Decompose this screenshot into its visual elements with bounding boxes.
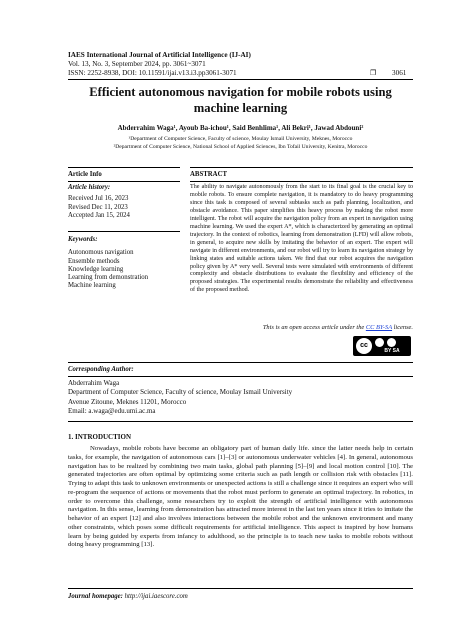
journal-name: IAES International Journal of Artificial Intelligence (IJ-AI) xyxy=(68,51,251,59)
introduction-paragraph: Nowadays, mobile robots have become an obligatory part of human daily life. since the latter needs help in certain tasks, for example, the navigation of autonomous cars [1]–[3] or autonomous underwater vehicles [4]. In general, autonomous navigation has to be realized by combining two main tasks, global path planning [5]–[9] and local motion control [10]. The generated trajectories are often optimal by optimizing some criteria such as path length or collision risk with obstacles [11]. Trying to adapt this task to unknown environments or unexpected actions is still a challenge since it requires an expert who will re-program the sequence of actions or movements that the robot must perform to generate an optimal trajectory. In robotics, in order to overcome this challenge, some researchers try to exploit the strength of artificial intelligence with autonomous navigation. In this sense, learning from demonstration has attracted more interest in the last ten years since it tries to imitate the behavior of an expert [12] and also involves interactions between the mobile robot and the unknown environment and many other constraints, which poses some difficult requirements for artificial intelligence. This aspect is inspired by how humans learn by being guided by experts from infancy to adulthood, so the principle is to teach new tasks to mobile robots without doing heavy programming [13]. xyxy=(68,445,413,549)
journal-header xyxy=(68,51,251,78)
keyword-item: Learning from demonstration xyxy=(68,274,149,282)
history-heading: Article history: xyxy=(68,184,111,191)
sa-share-icon xyxy=(387,338,396,347)
license-line xyxy=(190,324,413,331)
license-link[interactable]: CC BY-SA xyxy=(365,324,393,331)
affiliation-1: ¹Department of Computer Science, Faculty of science, Moulay Ismail University, Meknes, Morocco xyxy=(128,136,353,142)
author-list: Abderrahim Waga¹, Ayoub Ba-ichou¹, Said Benhlima¹, Ali Bekri¹, Jawad Abdouni² xyxy=(117,124,364,132)
history-revised: Revised Dec 11, 2023 xyxy=(68,203,128,211)
keywords-heading: Keywords: xyxy=(68,236,98,243)
by-person-icon xyxy=(375,338,384,347)
affiliation-2: ²Department of Computer Science, National School of Applied Sciences, Ibn Tofail University, Kenitra, Morocco xyxy=(113,143,368,150)
abstract-rule xyxy=(190,167,413,168)
footer-label: Journal homepage: xyxy=(68,593,123,600)
corresponding-dept: Department of Computer Science, Faculty of science, Moulay Ismail University xyxy=(68,388,293,397)
cc-icon: cc xyxy=(356,338,372,354)
keywords-rule xyxy=(68,231,180,232)
history-received: Received Jul 16, 2023 xyxy=(68,195,129,203)
keywords-block xyxy=(68,236,180,291)
introduction-heading: 1. INTRODUCTION xyxy=(68,433,132,441)
corresponding-subrule xyxy=(68,376,413,377)
article-info-heading: Article Info xyxy=(68,171,102,178)
keyword-item: Machine learning xyxy=(68,282,116,290)
footer-url[interactable]: http://ijai.iaescore.com xyxy=(124,593,188,600)
keyword-item: Knowledge learning xyxy=(68,265,124,273)
article-info-subrule xyxy=(68,181,180,182)
cc-license-badge[interactable] xyxy=(353,336,411,356)
page-number: 3061 xyxy=(392,69,407,77)
corresponding-name: Abderrahim Waga xyxy=(68,379,120,387)
corresponding-heading: Corresponding Author: xyxy=(68,366,134,373)
corresponding-email: Email: a.waga@edu.umi.ac.ma xyxy=(68,407,156,416)
abstract-subrule xyxy=(190,181,413,182)
abstract-text: The ability to navigate autonomously from the start to its final goal is the crucial key to mobile robots. To ensure complete navigation, it is mandatory to do heavy programming since this task is composed of several subtasks such as path planning, localization, and obstacle avoidance. This paper simplifies this heavy process by making the robot more intelligent. The robot will acquire the navigation policy from an expert in navigation using machine learning. We used the expert A*, which is characterized by generating an optimal trajectory. In the context of robotics, learning from demonstration (LFD) will allow robots, in general, to acquire new skills by imitating the behavior of an expert. The expert will navigate in different environments, and our robot will try to learn its navigation strategy by linking states and suitable actions taken. We find that our robot acquires the navigation policy given by A* very well. Several tests were simulated with environments of different complexity and obstacle distributions to evaluate the flexibility and efficiency of the proposed strategies. The experimental results demonstrate the reliability and effectiveness of the proposed method. xyxy=(190,184,413,294)
corresponding-rule xyxy=(68,362,413,363)
cc-badge-label: BY SA xyxy=(384,348,400,354)
keyword-item: Ensemble methods xyxy=(68,257,120,265)
header-square-icon: ❐ xyxy=(370,69,377,77)
corresponding-details xyxy=(68,379,292,417)
corresponding-address: Avenue Zitoune, Meknes 11201, Morocco xyxy=(68,397,187,406)
corresponding-bottom-rule xyxy=(68,421,413,422)
header-rule xyxy=(68,79,413,80)
footer-rule xyxy=(68,588,413,589)
article-history xyxy=(68,184,180,220)
history-accepted: Accepted Jan 15, 2024 xyxy=(68,211,130,219)
journal-volume: Vol. 13, No. 3, September 2024, pp. 3061~3071 xyxy=(68,60,206,68)
keyword-item: Autonomous navigation xyxy=(68,249,134,257)
journal-issn: ISSN: 2252-8938, DOI: 10.11591/ijai.v13.i3.pp3061-3071 xyxy=(68,69,237,77)
abstract-heading: ABSTRACT xyxy=(190,171,228,178)
footer xyxy=(68,593,188,600)
license-pre: This is an open access article under the xyxy=(262,324,366,331)
paper-title: Efficient autonomous navigation for mobile robots using machine learning xyxy=(89,85,392,115)
article-info-rule xyxy=(68,167,180,168)
license-post: license. xyxy=(392,324,413,331)
